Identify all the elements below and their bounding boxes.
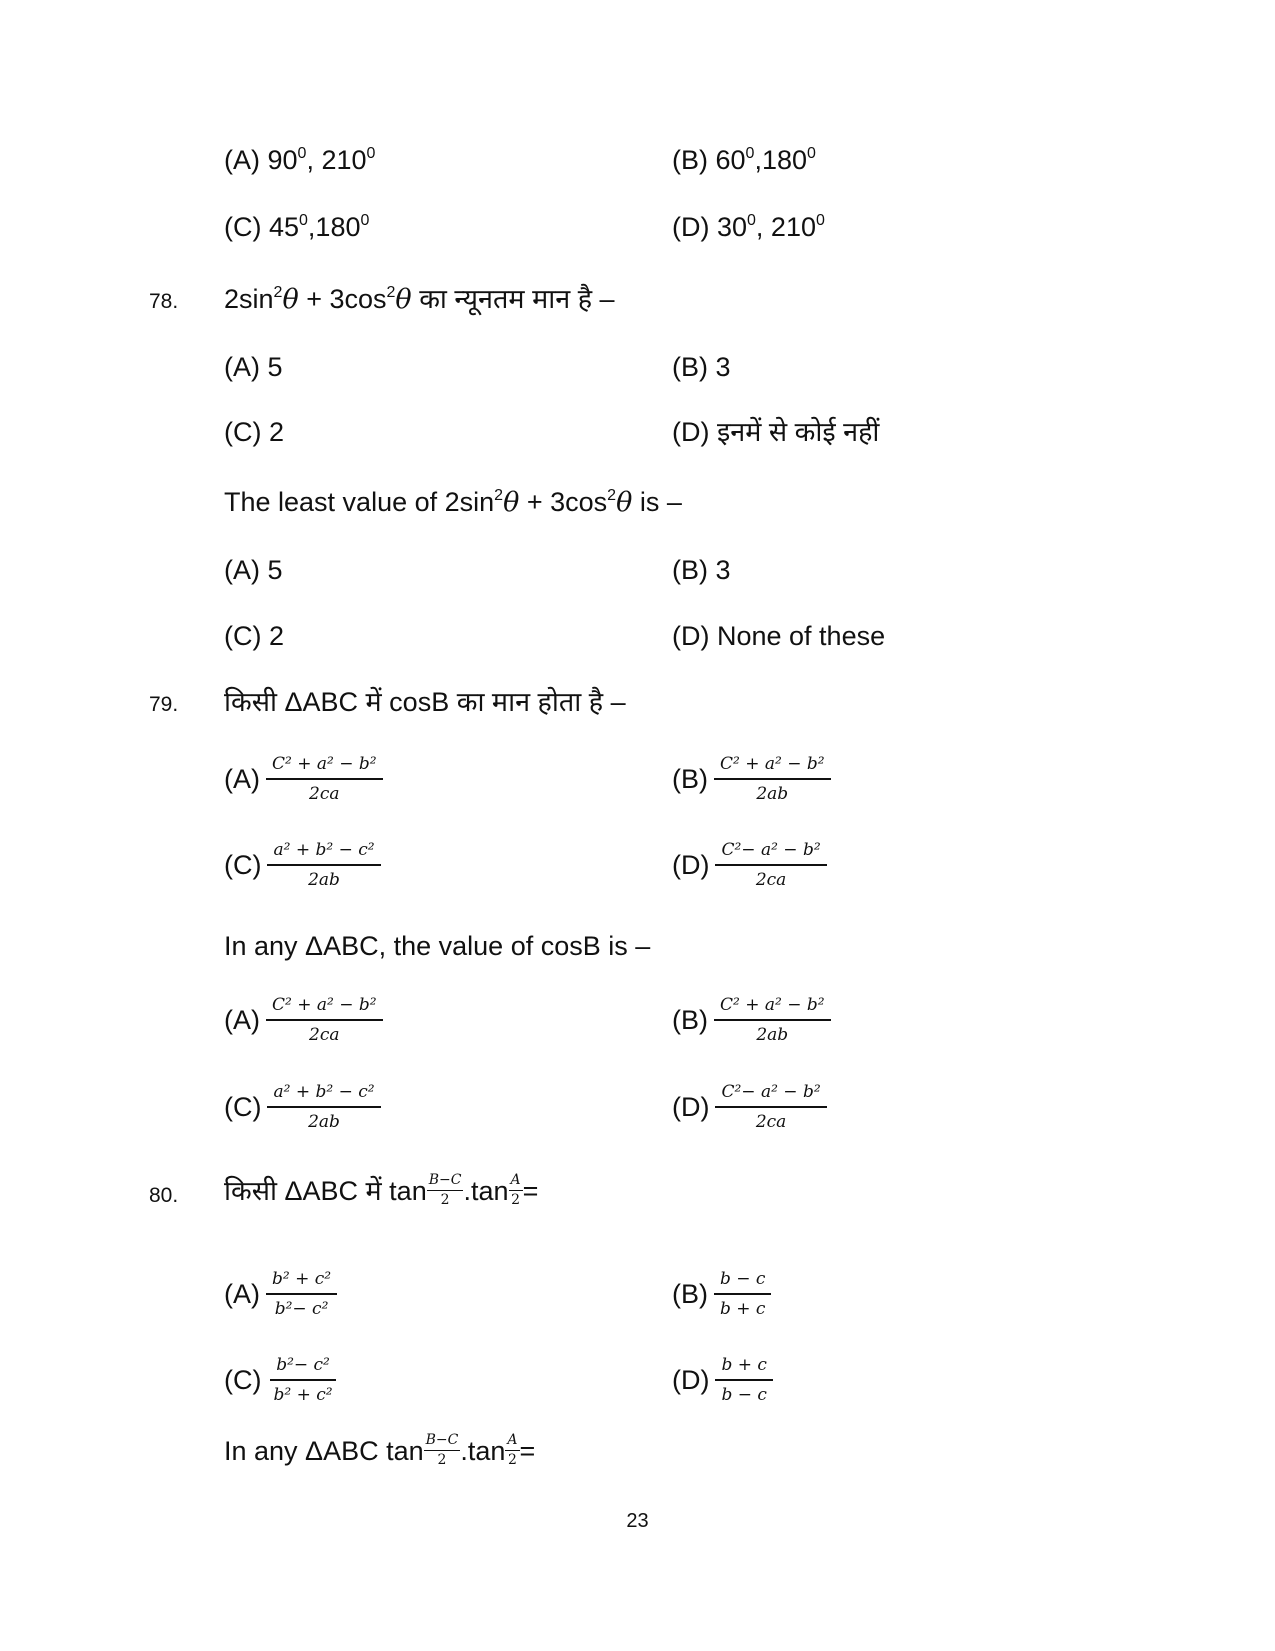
q77-option-a: (A) $90^0$, $210^0$ [224, 145, 376, 175]
q80-option-c: (C) $\frac{\text{b²− c²}}{\text{b² + c²}}$ [224, 1353, 339, 1407]
q77-option-d: (D) $30^0$, $210^0$ [672, 212, 825, 242]
fraction: $\frac{\text{C²− a² − b²}}{2ca}$ [715, 838, 826, 892]
fraction: $\frac{\text{C² + a² − b²}}{2ca}$ [266, 752, 383, 806]
q79-en-option-d: (D) $\frac{\text{C²− a² − b²}}{2ca}$ [672, 1080, 827, 1134]
fraction: $\frac{b - c}{b + c}$ [714, 1267, 771, 1321]
q77-option-b: (B) $60^0,180^0$ [672, 145, 816, 175]
fraction: $\frac{\text{b² + c²}}{\text{b²− c²}}$ [266, 1267, 337, 1321]
q78-en-option-b: (B) 3 [672, 555, 731, 585]
q79-question-english: In any ΔABC, the value of cosB is – [224, 931, 651, 961]
question-number: 78. [149, 290, 179, 313]
q78-hi-option-c: (C) 2 [224, 417, 284, 447]
fraction: $\frac{\text{a² + b² − c²}}{2ab}$ [267, 1080, 380, 1134]
q80-option-d: (D) $\frac{b + c}{b - c}$ [672, 1353, 773, 1407]
q79-en-option-c: (C) $\frac{\text{a² + b² − c²}}{2ab}$ [224, 1080, 381, 1134]
q78-question-english: The least value of $2\sin^2\theta + 3\cos^2\theta$ is – [224, 487, 682, 518]
q79-hi-option-b: (B) $\frac{\text{C² + a² − b²}}{2ab}$ [672, 752, 831, 806]
fraction: $\frac{A}{2}$ [510, 1172, 521, 1209]
q77-option-c: (C) $45^0,180^0$ [224, 212, 370, 242]
q79-hi-option-a: (A) $\frac{\text{C² + a² − b²}}{2ca}$ [224, 752, 383, 806]
q78-hi-option-b: (B) 3 [672, 352, 731, 382]
question-number: 80. [149, 1184, 179, 1207]
question-number: 79. [149, 693, 179, 716]
fraction: $\frac{\text{C²− a² − b²}}{2ca}$ [715, 1080, 826, 1134]
fraction: $\frac{B-C}{2}$ [425, 1432, 459, 1469]
q80-question-hindi: किसी ΔABC में tan $\frac{B-C}{2}$ .tan $\frac{A}{2}$ = [224, 1172, 539, 1209]
fraction: $\frac{\text{a² + b² − c²}}{2ab}$ [267, 838, 380, 892]
q79-en-option-b: (B) $\frac{\text{C² + a² − b²}}{2ab}$ [672, 993, 831, 1047]
q78-hi-option-a: (A) 5 [224, 352, 283, 382]
fraction: $\frac{\text{b²− c²}}{\text{b² + c²}}$ [267, 1353, 338, 1407]
fraction: $\frac{\text{C² + a² − b²}}{2ab}$ [714, 752, 831, 806]
fraction: $\frac{\text{C² + a² − b²}}{2ca}$ [266, 993, 383, 1047]
q80-question-english: In any ΔABC tan $\frac{B-C}{2}$ .tan $\frac{A}{2}$ = [224, 1432, 536, 1469]
q79-question-hindi: किसी ΔABC में cosB का मान होता है – [224, 687, 626, 717]
q80-option-a: (A) $\frac{\text{b² + c²}}{\text{b²− c²}}$ [224, 1267, 337, 1321]
fraction: $\frac{b + c}{b - c}$ [715, 1353, 772, 1407]
q78-hi-option-d: (D) इनमें से कोई नहीं [672, 417, 880, 447]
q78-question-hindi: $2\sin^2\theta + 3\cos^2\theta$ का न्यूनतम मान है – [224, 284, 615, 315]
q80-option-b: (B) $\frac{b - c}{b + c}$ [672, 1267, 771, 1321]
q78-en-option-a: (A) 5 [224, 555, 283, 585]
q78-en-option-c: (C) 2 [224, 621, 284, 651]
q79-en-option-a: (A) $\frac{\text{C² + a² − b²}}{2ca}$ [224, 993, 383, 1047]
q79-hi-option-c: (C) $\frac{\text{a² + b² − c²}}{2ab}$ [224, 838, 381, 892]
q79-hi-option-d: (D) $\frac{\text{C²− a² − b²}}{2ca}$ [672, 838, 827, 892]
page-number: 23 [626, 1510, 649, 1532]
q78-en-option-d: (D) None of these [672, 621, 886, 651]
fraction: $\frac{A}{2}$ [507, 1432, 518, 1469]
fraction: $\frac{\text{C² + a² − b²}}{2ab}$ [714, 993, 831, 1047]
fraction: $\frac{B-C}{2}$ [428, 1172, 462, 1209]
